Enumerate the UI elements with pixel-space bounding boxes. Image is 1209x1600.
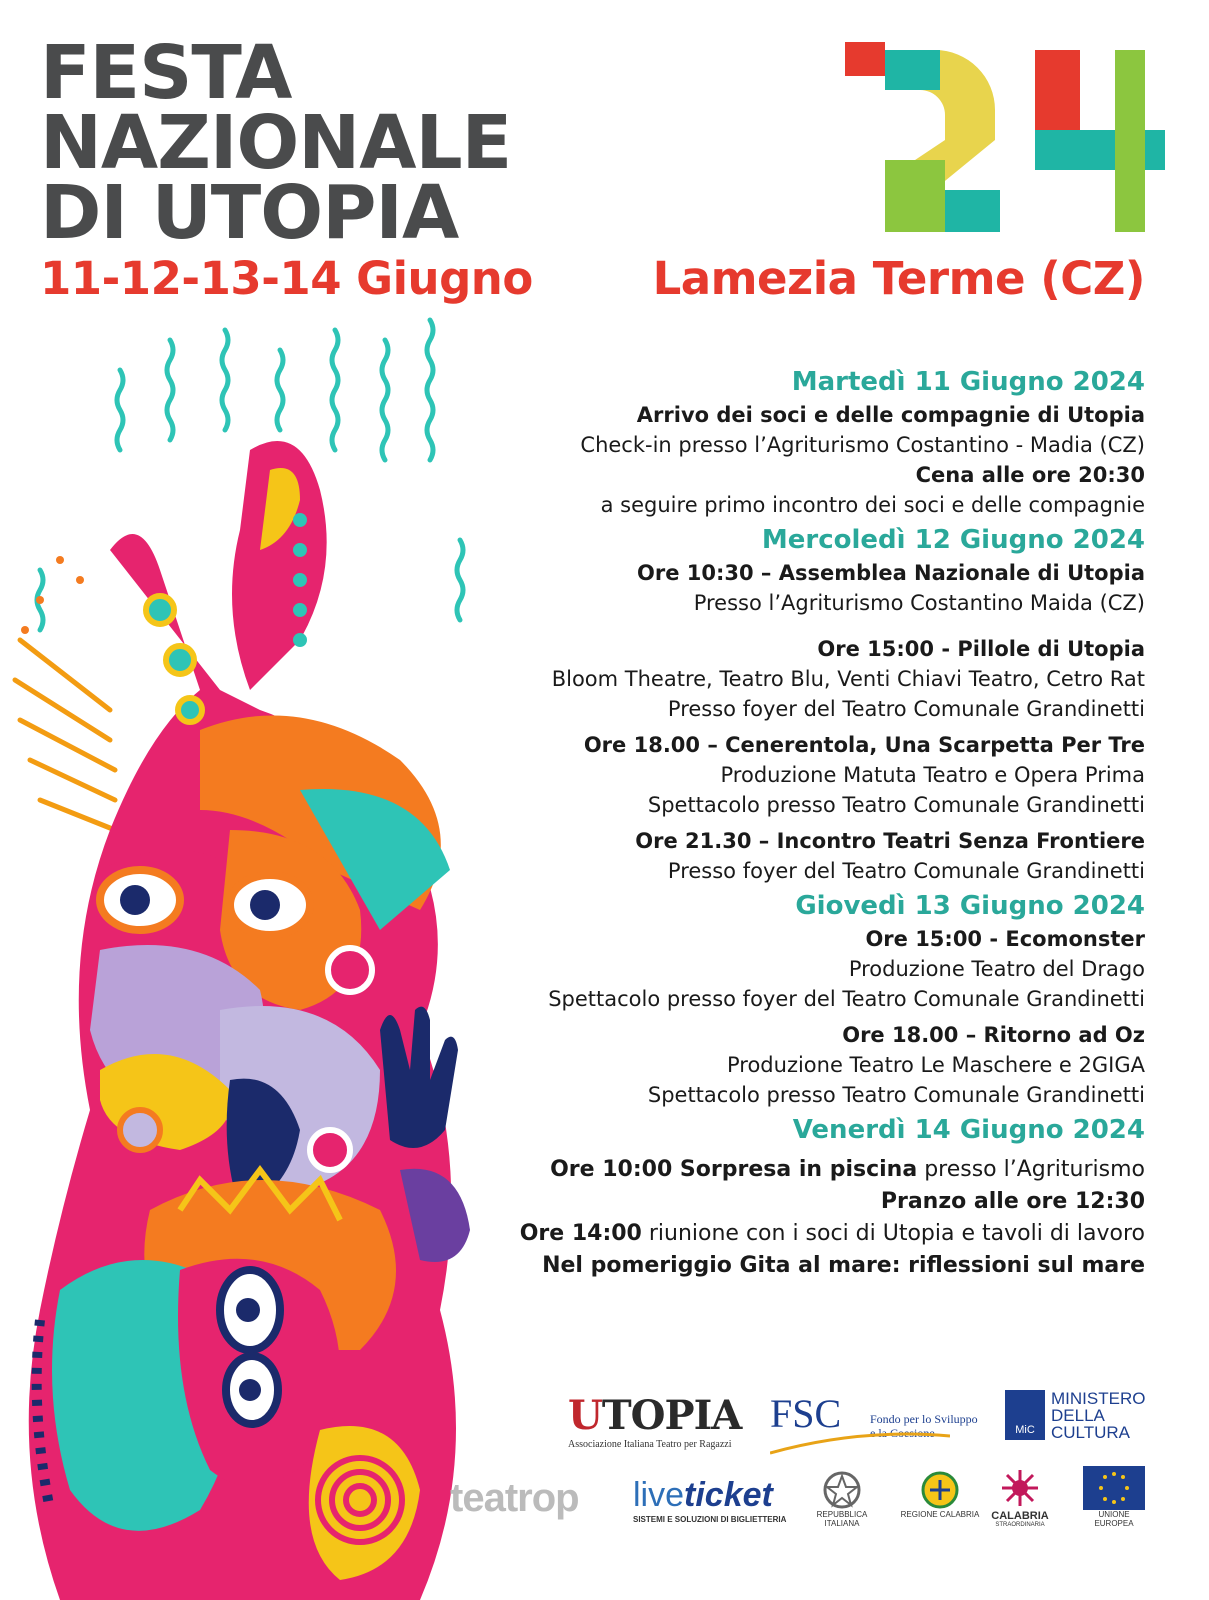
fsc-swoosh-icon <box>770 1428 950 1458</box>
program-line: Ore 10:30 – Assemblea Nazionale di Utopia <box>637 561 1145 585</box>
program-line: Spettacolo presso foyer del Teatro Comunale Grandinetti <box>548 987 1145 1011</box>
title-line-1: FESTA <box>40 30 292 116</box>
flower-icon <box>998 1466 1042 1510</box>
program-line: Presso foyer del Teatro Comunale Grandinetti <box>667 859 1145 883</box>
regione-crest-icon <box>920 1470 960 1510</box>
program-line: Produzione Teatro Le Maschere e 2GIGA <box>726 1053 1145 1077</box>
liveticket-logo: liveticket SISTEMI E SOLUZIONI DI BIGLIETTERIA <box>633 1476 787 1524</box>
program-line: Arrivo dei soci e delle compagnie di Utopia <box>636 403 1145 427</box>
year-24-graphic <box>845 40 1165 240</box>
program-line: Check-in presso l’Agriturismo Costantino - Madia (CZ) <box>580 433 1145 457</box>
program-line: Ore 14:00 riunione con i soci di Utopia e tavoli di lavoro <box>519 1221 1145 1246</box>
eu-flag-icon <box>1083 1466 1145 1510</box>
festival-artwork <box>0 310 500 1600</box>
program-line: Ore 15:00 - Pillole di Utopia <box>817 637 1145 661</box>
sponsor-logos: UTOPIA Associazione Italiana Teatro per Ragazzi FSC Fondo per lo Sviluppo e la Coesione MiC MINISTERO DELLA CULTURA teatrop liveticket SISTEMI E SOLUZIONI DI BIGLIETTERIA REPUBBLICA ITALIANA REGIONE CALABRIA CALABRIA STRAORDINARIA UNIONE EUROPEA <box>440 1380 1200 1600</box>
utopia-logo: UTOPIA Associazione Italiana Teatro per Ragazzi <box>568 1392 742 1450</box>
program-line: Ore 10:00 Sorpresa in piscina presso l’Agriturismo <box>550 1157 1145 1182</box>
program-line: Spettacolo presso Teatro Comunale Grandinetti <box>647 793 1145 817</box>
program-line: Bloom Theatre, Teatro Blu, Venti Chiavi Teatro, Cetro Rat <box>551 667 1145 691</box>
mic-badge-icon: MiC <box>1005 1390 1045 1440</box>
program-line: a seguire primo incontro dei soci e delle compagnie <box>600 493 1145 517</box>
festival-dates: 11-12-13-14 Giugno <box>40 252 533 305</box>
festival-place: Lamezia Terme (CZ) <box>652 252 1145 305</box>
program-line: Cena alle ore 20:30 <box>915 463 1145 487</box>
regione-calabria-logo: REGIONE CALABRIA <box>900 1470 980 1519</box>
title-line-3: DI UTOPIA <box>40 170 459 256</box>
program-line: Pranzo alle ore 12:30 <box>880 1189 1145 1214</box>
festival-title <box>40 30 640 256</box>
program-line: Ore 18.00 – Cenerentola, Una Scarpetta Per Tre <box>583 733 1145 757</box>
day-heading-tue-11: Martedì 11 Giugno 2024 <box>791 367 1145 397</box>
program-line: Nel pomeriggio Gita al mare: riflessioni sul mare <box>542 1253 1145 1278</box>
program-line: Produzione Matuta Teatro e Opera Prima <box>720 763 1145 787</box>
program-line: Ore 15:00 - Ecomonster <box>865 927 1145 951</box>
program-line: Presso l’Agriturismo Costantino Maida (CZ) <box>693 591 1145 615</box>
emblem-italy-icon <box>822 1470 862 1510</box>
teatrop-logo: teatrop <box>450 1476 579 1520</box>
fsc-logo: FSC Fondo per lo Sviluppo e la Coesione <box>770 1390 841 1437</box>
program-line: Ore 18.00 – Ritorno ad Oz <box>842 1023 1145 1047</box>
day-heading-wed-12: Mercoledì 12 Giugno 2024 <box>761 525 1145 555</box>
day-heading-thu-13: Giovedì 13 Giugno 2024 <box>795 891 1145 921</box>
title-line-2: NAZIONALE <box>40 100 512 186</box>
day-heading-fri-14: Venerdì 14 Giugno 2024 <box>792 1115 1145 1145</box>
program-line: Produzione Teatro del Drago <box>848 957 1145 981</box>
festival-program <box>445 362 1145 1282</box>
program-line: Spettacolo presso Teatro Comunale Grandinetti <box>647 1083 1145 1107</box>
repubblica-logo: REPUBBLICA ITALIANA <box>802 1470 882 1528</box>
program-line: Ore 21.30 – Incontro Teatri Senza Frontiere <box>635 829 1145 853</box>
ue-logo: UNIONE EUROPEA <box>1078 1466 1150 1528</box>
calabria-straordinaria-logo: CALABRIA STRAORDINARIA <box>985 1466 1055 1528</box>
program-line: Presso foyer del Teatro Comunale Grandinetti <box>667 697 1145 721</box>
